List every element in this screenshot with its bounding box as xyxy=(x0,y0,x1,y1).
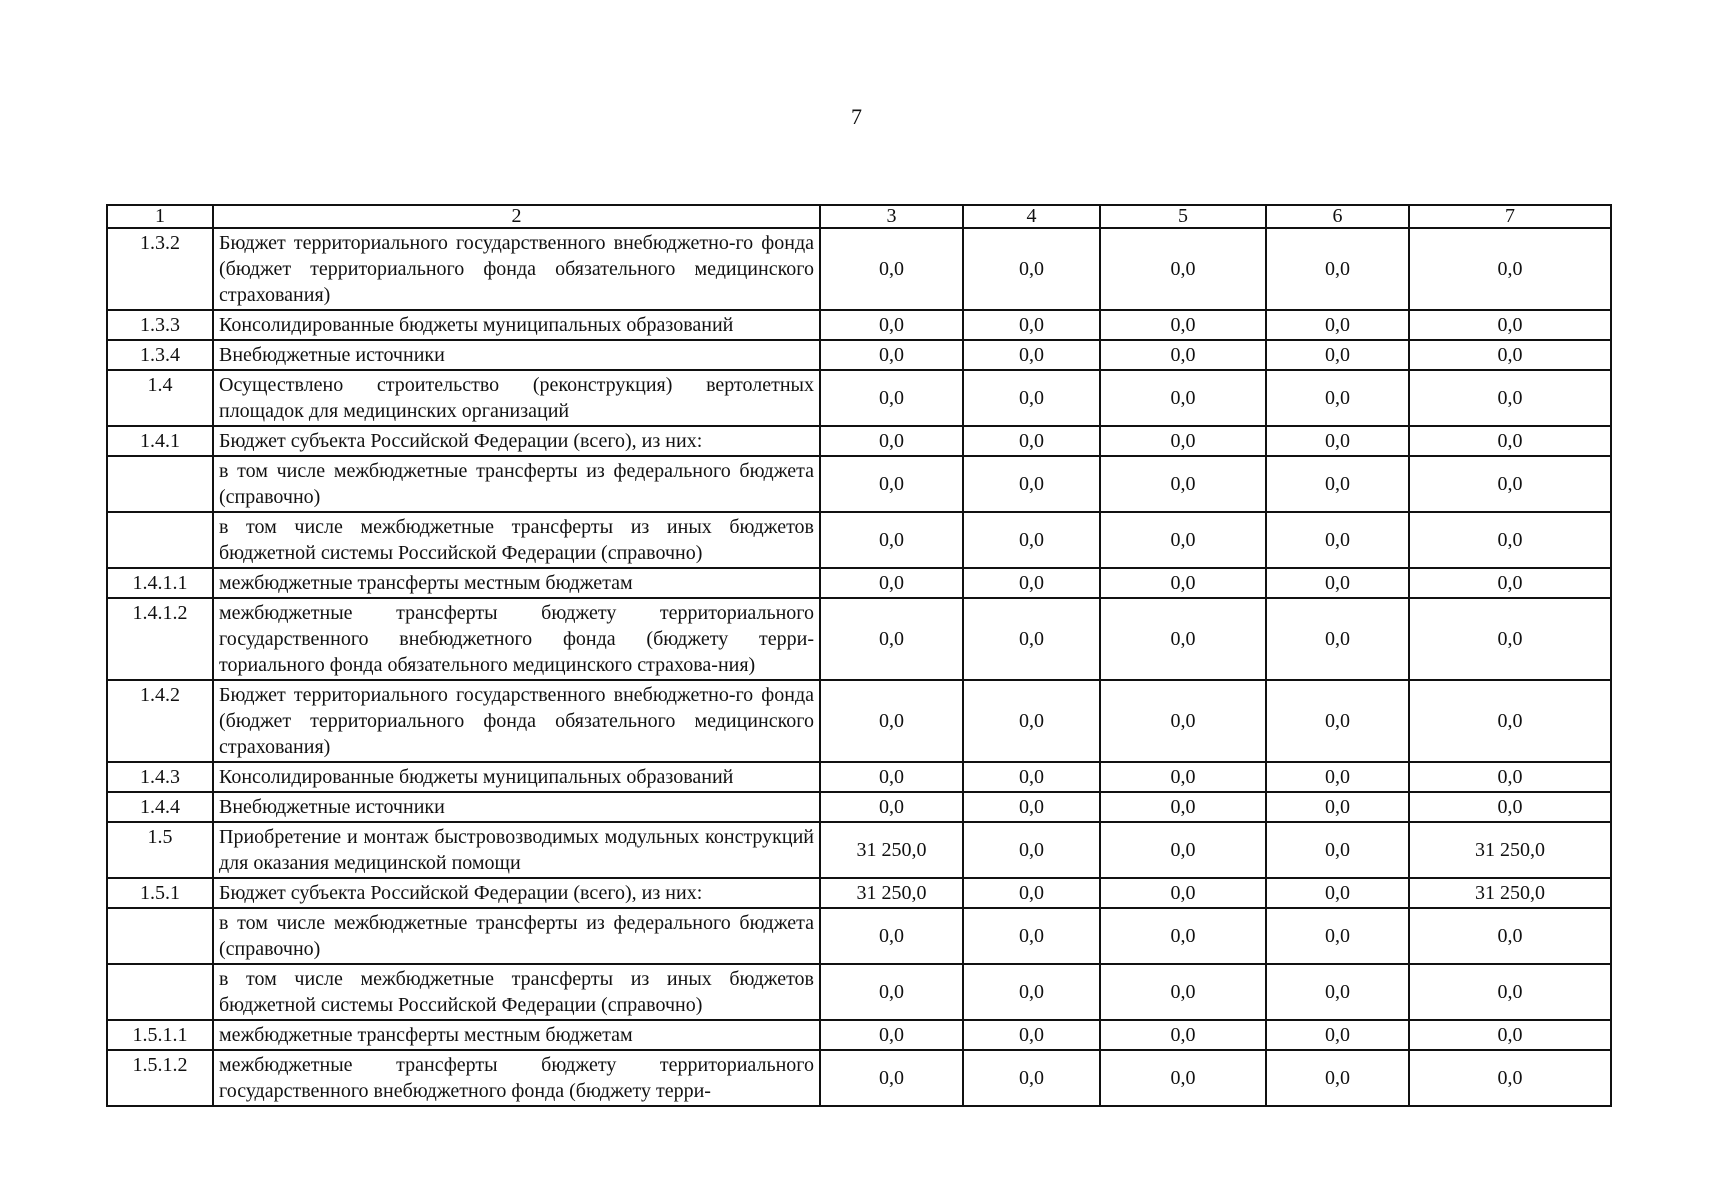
row-description: в том числе межбюджетные трансферты из федерального бюджета (справочно) xyxy=(213,908,820,964)
row-number xyxy=(107,908,213,964)
value-cell: 0,0 xyxy=(1266,680,1409,762)
row-number: 1.4.2 xyxy=(107,680,213,762)
value-cell: 0,0 xyxy=(820,1050,963,1106)
value-cell: 0,0 xyxy=(1100,762,1266,792)
value-cell: 0,0 xyxy=(963,908,1100,964)
value-cell: 0,0 xyxy=(820,340,963,370)
value-cell: 0,0 xyxy=(1266,908,1409,964)
table-row xyxy=(107,228,1611,310)
value-cell: 0,0 xyxy=(1100,822,1266,878)
table-row xyxy=(107,908,1611,964)
value-cell: 0,0 xyxy=(1100,878,1266,908)
value-cell: 0,0 xyxy=(1266,878,1409,908)
value-cell: 0,0 xyxy=(963,598,1100,680)
value-cell: 0,0 xyxy=(820,762,963,792)
value-cell: 0,0 xyxy=(820,568,963,598)
value-cell: 0,0 xyxy=(820,598,963,680)
row-description: межбюджетные трансферты бюджету территориального государственного внебюджетного фонда (бюджету терри-ториального фонда обязательного медицинского страхова-ния) xyxy=(213,598,820,680)
value-cell: 0,0 xyxy=(820,680,963,762)
value-cell: 0,0 xyxy=(1409,964,1611,1020)
value-cell: 0,0 xyxy=(1409,1020,1611,1050)
value-cell: 0,0 xyxy=(820,228,963,310)
value-cell: 0,0 xyxy=(1266,512,1409,568)
row-number: 1.5.1.2 xyxy=(107,1050,213,1106)
value-cell: 0,0 xyxy=(820,1020,963,1050)
row-number: 1.3.3 xyxy=(107,310,213,340)
value-cell: 0,0 xyxy=(1266,964,1409,1020)
row-description: Консолидированные бюджеты муниципальных образований xyxy=(213,310,820,340)
value-cell: 0,0 xyxy=(820,792,963,822)
table-row xyxy=(107,598,1611,680)
value-cell: 0,0 xyxy=(1409,1050,1611,1106)
value-cell: 0,0 xyxy=(963,568,1100,598)
table-row xyxy=(107,1050,1611,1106)
budget-table xyxy=(106,204,1612,1107)
value-cell: 0,0 xyxy=(1100,426,1266,456)
value-cell: 0,0 xyxy=(963,310,1100,340)
row-number: 1.4.4 xyxy=(107,792,213,822)
value-cell: 0,0 xyxy=(1266,310,1409,340)
value-cell: 0,0 xyxy=(1100,1020,1266,1050)
value-cell: 0,0 xyxy=(1100,228,1266,310)
value-cell: 0,0 xyxy=(1409,512,1611,568)
row-number: 1.5 xyxy=(107,822,213,878)
value-cell: 0,0 xyxy=(1409,762,1611,792)
table-row xyxy=(107,512,1611,568)
row-description: Внебюджетные источники xyxy=(213,792,820,822)
value-cell: 0,0 xyxy=(1409,228,1611,310)
value-cell: 31 250,0 xyxy=(820,878,963,908)
value-cell: 31 250,0 xyxy=(820,822,963,878)
value-cell: 0,0 xyxy=(963,1050,1100,1106)
value-cell: 0,0 xyxy=(820,310,963,340)
table-row xyxy=(107,426,1611,456)
value-cell: 0,0 xyxy=(963,426,1100,456)
value-cell: 0,0 xyxy=(820,964,963,1020)
value-cell: 0,0 xyxy=(963,1020,1100,1050)
value-cell: 0,0 xyxy=(963,792,1100,822)
row-description: Внебюджетные источники xyxy=(213,340,820,370)
row-description: межбюджетные трансферты местным бюджетам xyxy=(213,568,820,598)
value-cell: 0,0 xyxy=(1100,680,1266,762)
value-cell: 0,0 xyxy=(1266,792,1409,822)
row-number xyxy=(107,964,213,1020)
value-cell: 0,0 xyxy=(963,370,1100,426)
table-row xyxy=(107,1020,1611,1050)
value-cell: 0,0 xyxy=(1409,426,1611,456)
row-number: 1.3.2 xyxy=(107,228,213,310)
table-row xyxy=(107,878,1611,908)
value-cell: 0,0 xyxy=(963,878,1100,908)
row-description: в том числе межбюджетные трансферты из федерального бюджета (справочно) xyxy=(213,456,820,512)
table-row xyxy=(107,762,1611,792)
row-description: Бюджет субъекта Российской Федерации (всего), из них: xyxy=(213,426,820,456)
value-cell: 0,0 xyxy=(1100,792,1266,822)
table-row xyxy=(107,568,1611,598)
page-number: 7 xyxy=(851,104,862,129)
value-cell: 0,0 xyxy=(963,762,1100,792)
value-cell: 0,0 xyxy=(1266,822,1409,878)
value-cell: 0,0 xyxy=(1100,340,1266,370)
row-description: в том числе межбюджетные трансферты из иных бюджетов бюджетной системы Российской Федерации (справочно) xyxy=(213,964,820,1020)
value-cell: 0,0 xyxy=(1409,792,1611,822)
value-cell: 0,0 xyxy=(820,512,963,568)
value-cell: 0,0 xyxy=(1100,598,1266,680)
value-cell: 0,0 xyxy=(1100,964,1266,1020)
row-number: 1.4 xyxy=(107,370,213,426)
value-cell: 31 250,0 xyxy=(1409,822,1611,878)
row-number xyxy=(107,512,213,568)
value-cell: 0,0 xyxy=(1409,680,1611,762)
row-number: 1.4.1 xyxy=(107,426,213,456)
header-cell: 6 xyxy=(1266,205,1409,228)
value-cell: 0,0 xyxy=(820,426,963,456)
table-row xyxy=(107,310,1611,340)
row-description: межбюджетные трансферты местным бюджетам xyxy=(213,1020,820,1050)
value-cell: 0,0 xyxy=(1266,1050,1409,1106)
header-cell: 4 xyxy=(963,205,1100,228)
value-cell: 0,0 xyxy=(1100,908,1266,964)
header-cell: 1 xyxy=(107,205,213,228)
value-cell: 0,0 xyxy=(1409,598,1611,680)
value-cell: 0,0 xyxy=(1409,568,1611,598)
value-cell: 0,0 xyxy=(1266,370,1409,426)
value-cell: 0,0 xyxy=(1100,310,1266,340)
value-cell: 0,0 xyxy=(963,512,1100,568)
value-cell: 0,0 xyxy=(1266,228,1409,310)
value-cell: 0,0 xyxy=(1409,310,1611,340)
row-number: 1.5.1.1 xyxy=(107,1020,213,1050)
value-cell: 0,0 xyxy=(1100,1050,1266,1106)
value-cell: 0,0 xyxy=(1266,762,1409,792)
value-cell: 0,0 xyxy=(1100,512,1266,568)
row-description: Приобретение и монтаж быстровозводимых модульных конструкций для оказания медицинской помощи xyxy=(213,822,820,878)
value-cell: 0,0 xyxy=(820,456,963,512)
value-cell: 0,0 xyxy=(963,228,1100,310)
row-number: 1.5.1 xyxy=(107,878,213,908)
header-row xyxy=(107,205,1611,228)
value-cell: 0,0 xyxy=(820,908,963,964)
row-description: в том числе межбюджетные трансферты из иных бюджетов бюджетной системы Российской Федерации (справочно) xyxy=(213,512,820,568)
row-number: 1.4.1.1 xyxy=(107,568,213,598)
value-cell: 0,0 xyxy=(1266,456,1409,512)
value-cell: 0,0 xyxy=(1409,456,1611,512)
value-cell: 0,0 xyxy=(963,340,1100,370)
value-cell: 0,0 xyxy=(963,822,1100,878)
value-cell: 0,0 xyxy=(1409,340,1611,370)
row-description: Бюджет территориального государственного внебюджетно-го фонда (бюджет территориального фонда обязательного медицинского страхования) xyxy=(213,228,820,310)
header-cell: 7 xyxy=(1409,205,1611,228)
table-row xyxy=(107,680,1611,762)
row-description: Осуществлено строительство (реконструкция) вертолетных площадок для медицинских организаций xyxy=(213,370,820,426)
value-cell: 0,0 xyxy=(1100,568,1266,598)
table-row xyxy=(107,822,1611,878)
header-cell: 2 xyxy=(213,205,820,228)
row-number xyxy=(107,456,213,512)
value-cell: 0,0 xyxy=(820,370,963,426)
value-cell: 0,0 xyxy=(1266,1020,1409,1050)
table-row xyxy=(107,340,1611,370)
row-number: 1.4.1.2 xyxy=(107,598,213,680)
row-description: Консолидированные бюджеты муниципальных образований xyxy=(213,762,820,792)
table-row xyxy=(107,964,1611,1020)
value-cell: 0,0 xyxy=(1100,370,1266,426)
value-cell: 0,0 xyxy=(963,964,1100,1020)
value-cell: 0,0 xyxy=(963,680,1100,762)
value-cell: 0,0 xyxy=(1266,568,1409,598)
row-number: 1.4.3 xyxy=(107,762,213,792)
value-cell: 0,0 xyxy=(963,456,1100,512)
header-cell: 3 xyxy=(820,205,963,228)
value-cell: 0,0 xyxy=(1100,456,1266,512)
row-description: межбюджетные трансферты бюджету территориального государственного внебюджетного фонда (бюджету терри- xyxy=(213,1050,820,1106)
value-cell: 0,0 xyxy=(1409,908,1611,964)
table-row xyxy=(107,456,1611,512)
row-description: Бюджет субъекта Российской Федерации (всего), из них: xyxy=(213,878,820,908)
value-cell: 31 250,0 xyxy=(1409,878,1611,908)
value-cell: 0,0 xyxy=(1266,598,1409,680)
table-row xyxy=(107,792,1611,822)
row-description: Бюджет территориального государственного внебюджетно-го фонда (бюджет территориального фонда обязательного медицинского страхования) xyxy=(213,680,820,762)
table-row xyxy=(107,370,1611,426)
value-cell: 0,0 xyxy=(1266,426,1409,456)
header-cell: 5 xyxy=(1100,205,1266,228)
row-number: 1.3.4 xyxy=(107,340,213,370)
value-cell: 0,0 xyxy=(1266,340,1409,370)
value-cell: 0,0 xyxy=(1409,370,1611,426)
